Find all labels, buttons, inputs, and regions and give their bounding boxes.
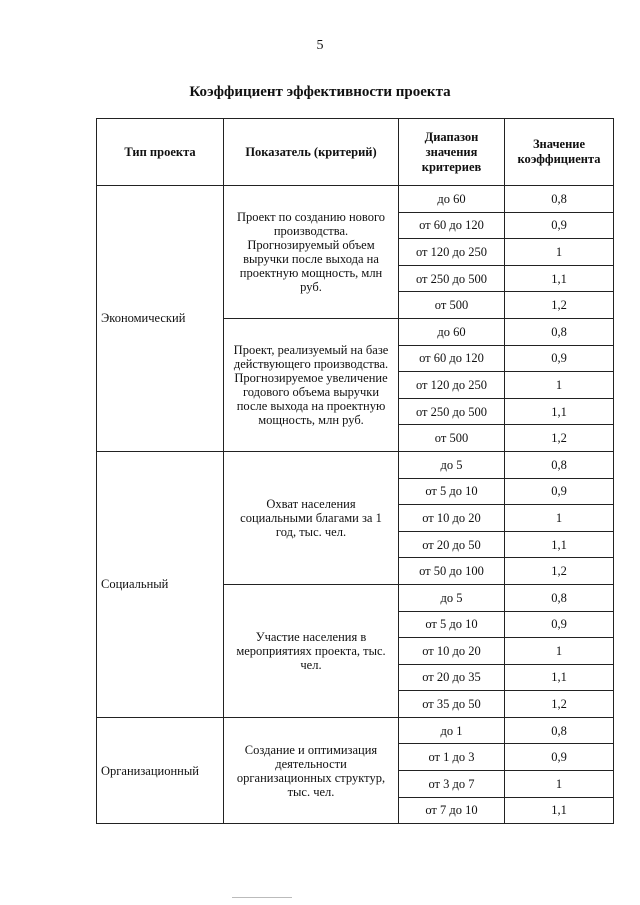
- coefficient-cell: 0,9: [505, 744, 614, 771]
- range-cell: от 500: [399, 425, 505, 452]
- table-header-row: [97, 119, 614, 186]
- range-cell: от 5 до 10: [399, 611, 505, 638]
- table-row: [97, 451, 614, 478]
- coefficient-cell: 0,9: [505, 478, 614, 505]
- range-cell: от 60 до 120: [399, 212, 505, 239]
- range-cell: от 3 до 7: [399, 771, 505, 798]
- range-cell: от 120 до 250: [399, 239, 505, 266]
- range-cell: до 5: [399, 584, 505, 611]
- coefficient-cell: 1,2: [505, 425, 614, 452]
- range-cell: от 250 до 500: [399, 265, 505, 292]
- range-cell: до 60: [399, 186, 505, 213]
- coefficient-cell: 0,8: [505, 318, 614, 345]
- range-cell: от 120 до 250: [399, 372, 505, 399]
- page-title: Коэффициент эффективности проекта: [189, 84, 451, 100]
- coefficient-cell: 0,8: [505, 451, 614, 478]
- coefficient-cell: 0,8: [505, 717, 614, 744]
- indicator-cell: Создание и оптимизация деятельности организационных структур, тыс. чел.: [224, 717, 399, 823]
- coefficient-cell: 1: [505, 505, 614, 532]
- range-cell: от 60 до 120: [399, 345, 505, 372]
- coefficient-cell: 0,9: [505, 611, 614, 638]
- coefficient-cell: 1,1: [505, 664, 614, 691]
- table-row: [97, 717, 614, 744]
- range-cell: от 7 до 10: [399, 797, 505, 824]
- range-cell: от 35 до 50: [399, 691, 505, 718]
- indicator-cell: Участие населения в мероприятиях проекта, тыс. чел.: [224, 584, 399, 717]
- coefficient-cell: 1: [505, 372, 614, 399]
- header-indicator: Показатель (критерий): [224, 119, 399, 186]
- coefficient-cell: 1,2: [505, 292, 614, 319]
- table-row: [97, 186, 614, 213]
- coefficient-cell: 1,1: [505, 797, 614, 824]
- range-cell: от 20 до 50: [399, 531, 505, 558]
- coefficient-cell: 1: [505, 239, 614, 266]
- coefficient-cell: 1,2: [505, 558, 614, 585]
- coefficient-cell: 1,2: [505, 691, 614, 718]
- coefficient-cell: 0,9: [505, 345, 614, 372]
- scan-artifact: [232, 897, 292, 898]
- coefficient-cell: 1,1: [505, 265, 614, 292]
- table-body: [97, 186, 614, 824]
- coefficient-cell: 1: [505, 638, 614, 665]
- range-cell: от 500: [399, 292, 505, 319]
- header-type: Тип проекта: [97, 119, 224, 186]
- coefficient-cell: 0,8: [505, 584, 614, 611]
- header-value: Значение коэффициента: [505, 119, 614, 186]
- indicator-cell: Охват населения социальными благами за 1 год, тыс. чел.: [224, 451, 399, 584]
- range-cell: от 250 до 500: [399, 398, 505, 425]
- range-cell: до 5: [399, 451, 505, 478]
- range-cell: от 1 до 3: [399, 744, 505, 771]
- project-type-cell: Организационный: [97, 717, 224, 823]
- project-type-cell: Социальный: [97, 451, 224, 717]
- range-cell: от 20 до 35: [399, 664, 505, 691]
- range-cell: до 1: [399, 717, 505, 744]
- range-cell: от 50 до 100: [399, 558, 505, 585]
- coefficient-cell: 0,8: [505, 186, 614, 213]
- page-number: 5: [316, 38, 324, 53]
- indicator-cell: Проект по созданию нового производства. Прогнозируемый объем выручки после выхода на проектную мощность, млн руб.: [224, 186, 399, 319]
- coefficient-cell: 1,1: [505, 531, 614, 558]
- coefficient-cell: 1: [505, 771, 614, 798]
- range-cell: от 5 до 10: [399, 478, 505, 505]
- range-cell: от 10 до 20: [399, 638, 505, 665]
- header-range: Диапазон значения критериев: [399, 119, 505, 186]
- range-cell: до 60: [399, 318, 505, 345]
- coefficient-cell: 1,1: [505, 398, 614, 425]
- coefficient-cell: 0,9: [505, 212, 614, 239]
- coefficient-table: [96, 118, 614, 824]
- range-cell: от 10 до 20: [399, 505, 505, 532]
- project-type-cell: Экономический: [97, 186, 224, 452]
- indicator-cell: Проект, реализуемый на базе действующего производства. Прогнозируемое увеличение годового объема выручки после выхода на проектную мощность, млн руб.: [224, 318, 399, 451]
